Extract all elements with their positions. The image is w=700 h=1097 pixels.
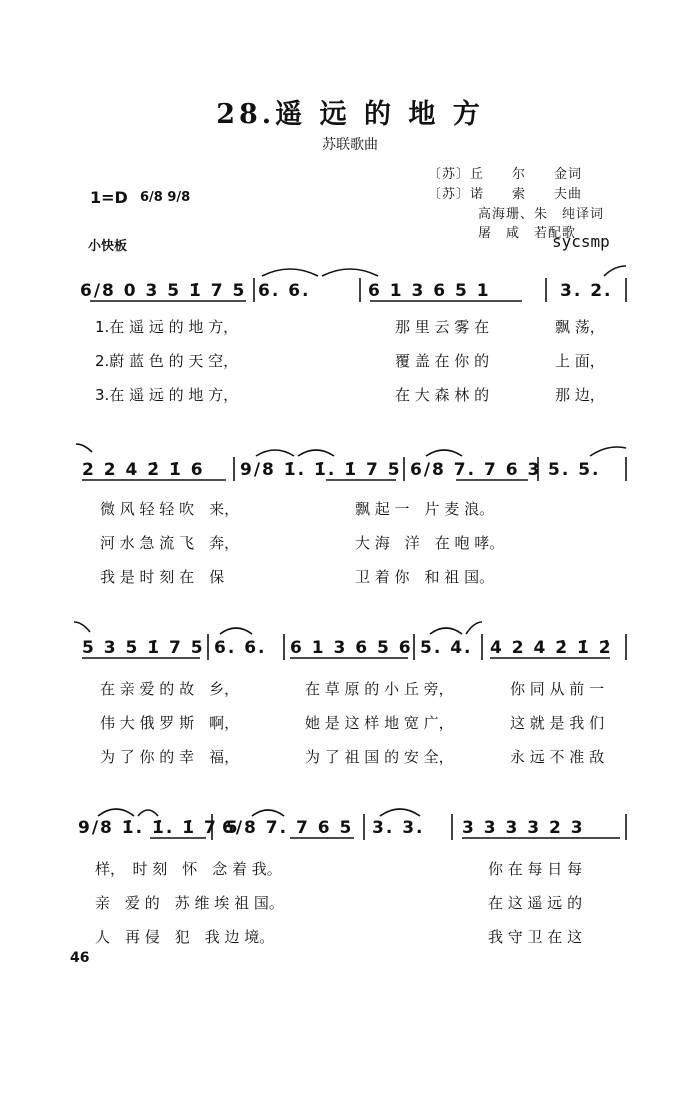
measure-3-3: 6 1 3 6 5 6 (290, 638, 413, 658)
measure-3-2: 6. 6. (214, 638, 267, 658)
lyric-line: 她 是 这 样 地 宽 广， (305, 714, 454, 732)
measure-2-3: 6/8 7. 7 6 3 (410, 460, 542, 480)
lyric-line: 大 海 洋 在 咆 哮。 (355, 534, 505, 552)
lyric-line: 在 草 原 的 小 丘 旁， (305, 680, 454, 698)
key-signature: 1=D (90, 188, 128, 207)
lyric-line: 1.在 遥 远 的 地 方， (95, 318, 239, 336)
measure-1-1: 6/8 0 3 5 1̇ 7 5 (80, 281, 247, 301)
measure-3-5: 4 2 4 2̇ 1̇ 2̇ (490, 638, 613, 658)
source-mark: sycsmp (552, 232, 610, 251)
lyric-line: 为 了 你 的 幸 福， (100, 748, 240, 766)
lyric-line: 亲 爱 的 苏 维 埃 祖 国。 (95, 894, 284, 912)
measure-1-3: 6 1 3 6 5 1 (368, 281, 491, 301)
composer-credit: 〔苏〕诺 索 夫曲 (428, 187, 583, 202)
lyric-line: 2.蔚 蓝 色 的 天 空， (95, 352, 239, 370)
translator-credit: 高海珊、朱 纯译词 (478, 207, 605, 222)
measure-1-2: 6. 6. (258, 281, 311, 301)
arranger-credit: 屠 咸 若配歌 (478, 226, 577, 241)
lyric-line: 我 是 时 刻 在 保 (100, 568, 225, 586)
lyric-line: 你 同 从 前 一 (510, 680, 605, 698)
measure-3-4: 5. 4. (420, 638, 473, 658)
lyric-line: 在 大 森 林 的 (395, 386, 490, 404)
lyric-line: 你 在 每 日 每 (488, 860, 583, 878)
lyric-line: 在 亲 爱 的 故 乡， (100, 680, 240, 698)
lyric-line: 飘 荡， (555, 318, 605, 336)
measure-2-2: 9/8 1̇. 1̇. 1̇ 7 5 (240, 460, 402, 480)
lyric-line: 那 里 云 雾 在 (395, 318, 490, 336)
time-signature: 6/8 9/8 (140, 190, 191, 205)
lyric-line: 这 就 是 我 们 (510, 714, 605, 732)
lyric-line: 为 了 祖 国 的 安 全， (305, 748, 454, 766)
lyric-line: 河 水 急 流 飞 奔， (100, 534, 240, 552)
song-title: 28.遥 远 的 地 方 (216, 99, 484, 130)
lyric-line: 那 边， (555, 386, 605, 404)
measure-2-4: 5. 5. (548, 460, 601, 480)
measure-4-1: 9/8 1̇. 1̇. 1̇ 7 5 (78, 818, 240, 838)
lyric-line: 人 再 侵 犯 我 边 境。 (95, 928, 275, 946)
lyric-line: 飘 起 一 片 麦 浪。 (355, 500, 495, 518)
tempo-marking: 小快板 (88, 239, 128, 254)
page-number: 46 (70, 950, 90, 966)
measure-4-2: 6/8 7. 7 6 5 (222, 818, 354, 838)
measure-1-4: 3. 2. (560, 281, 613, 301)
lyricist-credit: 〔苏〕丘 尔 金词 (428, 167, 583, 182)
lyric-line: 覆 盖 在 你 的 (395, 352, 490, 370)
lyric-line: 我 守 卫 在 这 (488, 928, 583, 946)
measure-3-1: 5 3 5 1̇ 7 5 (82, 638, 205, 658)
lyric-line: 伟 大 俄 罗 斯 啊， (100, 714, 240, 732)
lyric-line: 样， 时 刻 怀 念 着 我。 (95, 860, 282, 878)
lyric-line: 微 风 轻 轻 吹 来， (100, 500, 240, 518)
lyric-line: 在 这 遥 远 的 (488, 894, 583, 912)
measure-4-4: 3 3 3 3 2 3 (462, 818, 585, 838)
measure-2-1: 2 2 4 2̇ 1̇ 6 (82, 460, 205, 480)
song-subtitle: 苏联歌曲 (322, 137, 378, 153)
lyric-line: 3.在 遥 远 的 地 方， (95, 386, 239, 404)
lyric-line: 上 面， (555, 352, 605, 370)
measure-4-3: 3. 3. (372, 818, 425, 838)
lyric-line: 永 远 不 准 敌 (510, 748, 605, 766)
lyric-line: 卫 着 你 和 祖 国。 (355, 568, 495, 586)
